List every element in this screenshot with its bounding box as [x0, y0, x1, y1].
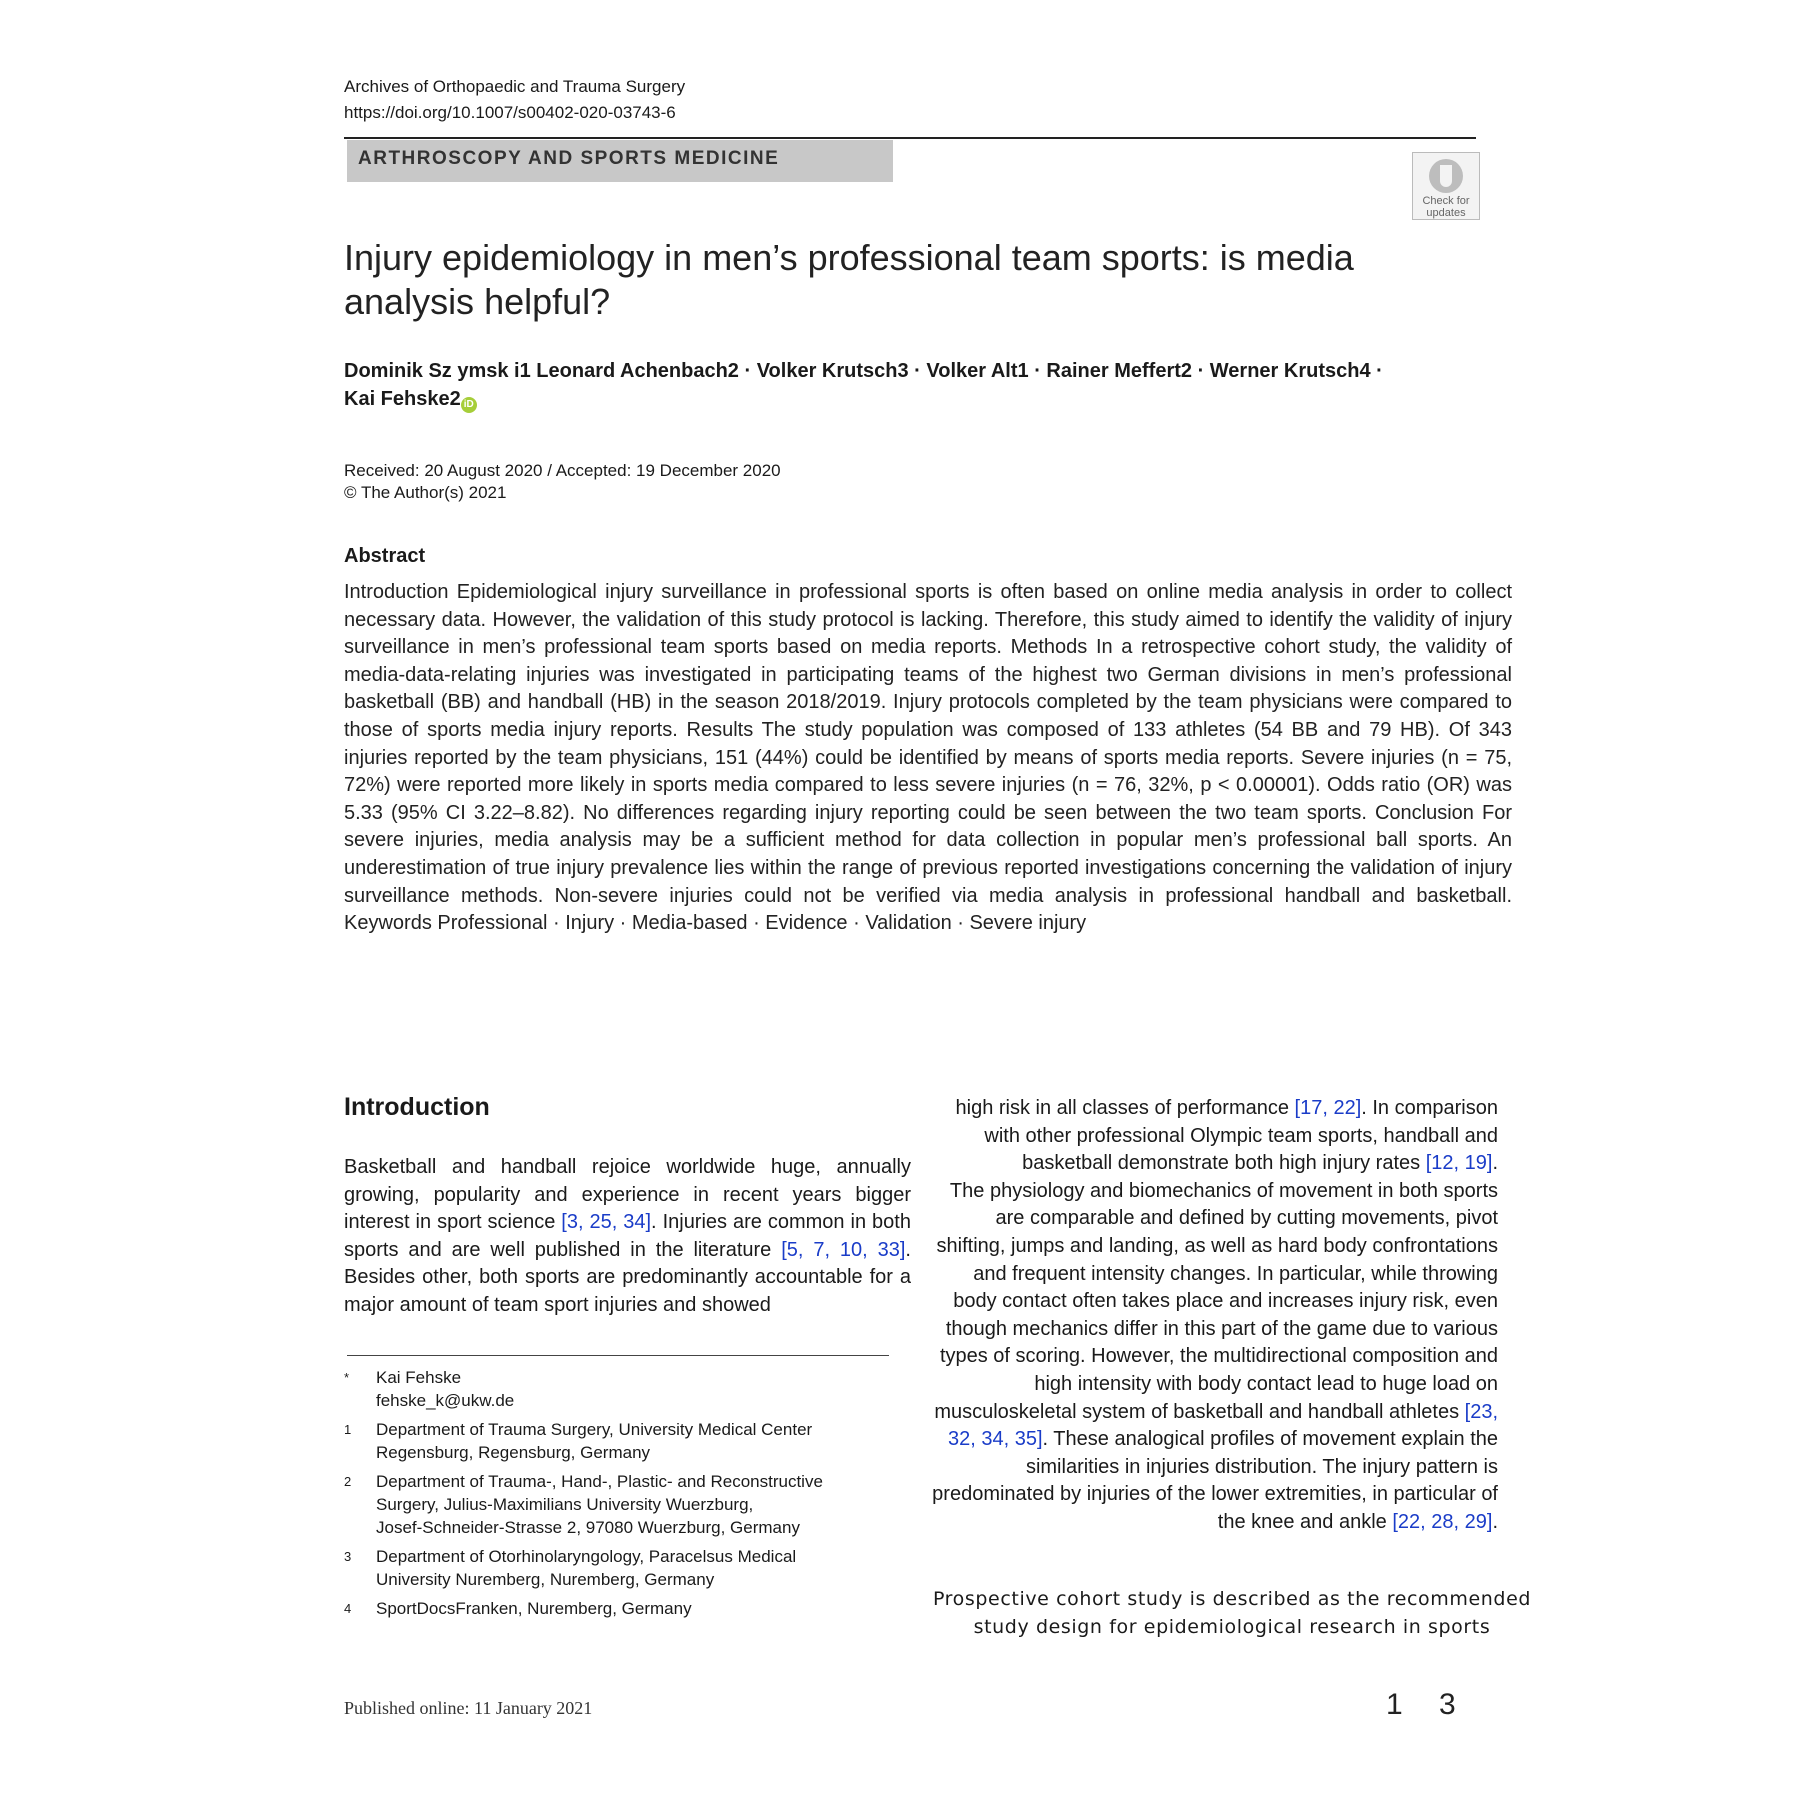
- footnote-affiliation-3: [344, 1545, 904, 1591]
- citation-link[interactable]: [22, 28, 29]: [1392, 1510, 1493, 1533]
- intro-right-text-b: . In comparison with other professional Olympic team sports, handball and basketball demonstrate both high injury rates: [984, 1097, 1498, 1175]
- published-online: Published online: 11 January 2021: [344, 1698, 593, 1718]
- intro-right-last-paragraph: Prospective cohort study is described as the recommended study design for epidemiological research in sports: [932, 1588, 1532, 1638]
- footnote-affiliation-1: [344, 1418, 904, 1464]
- check-for-updates-badge[interactable]: [1412, 152, 1480, 220]
- footnote-line: Department of Trauma-, Hand-, Plastic- and Reconstructive: [376, 1472, 823, 1491]
- author-line-2: Kai Fehske2: [344, 388, 461, 410]
- badge-line-2: updates: [1426, 207, 1466, 219]
- article-dates: [344, 460, 781, 504]
- bookmark-icon: [1429, 159, 1463, 193]
- abstract-heading: Abstract: [344, 545, 426, 567]
- introduction-heading: Introduction: [344, 1093, 490, 1121]
- intro-right-column: high risk in all classes of performance [17, 22]. In comparison with other professional Olympic team sports, handball and basketball demonstrate both high injury rates [12, 19]. The physiology and biomechanics of movement in both sports are comparable and defined by cutting movements, pivot shifting, jumps and landing, as well as hard body confrontations and frequent intensity changes. In particular, while throwing body contact often takes place and increases injury risk, even though mechanics differ in this part of the game due to various types of scoring. However, the multidirectional composition and high intensity with body contact lead to huge load on musculoskeletal system of basketball and handball athletes [23, 32, 34, 35]. These analogical profiles of movement explain the similarities in injuries distribution. The injury pattern is predominated by injuries of the lower extremities, in particular of the knee and ankle [22, 28, 29].: [932, 1097, 1498, 1533]
- footnote-mark: 2: [344, 1474, 352, 1489]
- citation-link[interactable]: [23, 32, 34, 35]: [948, 1400, 1498, 1451]
- article-title: Injury epidemiology in men’s professional team sports: is media analysis helpful?: [344, 237, 1354, 322]
- citation-link[interactable]: [3, 25, 34]: [561, 1211, 652, 1234]
- intro-right-text-d: . These analogical profiles of movement explain the similarities in injuries distribution. The injury pattern is predominated by injuries of the lower extremities, in particular of the knee and ankle: [932, 1428, 1498, 1533]
- header-rule: [344, 137, 1476, 139]
- intro-right-text-c: The physiology and biomechanics of movement in both sports are comparable and defined by cutting movements, pivot shifting, jumps and landing, as well as hard body confrontations and frequent intensity changes. In particular, while throwing body contact often takes place and increases injury risk, even though mechanics differ in this part of the game due to various types of scoring. However, the multidirectional composition and high intensity with body contact lead to huge load on musculoskeletal system of basketball and handball athletes: [934, 1179, 1498, 1423]
- footnote-line: Regensburg, Regensburg, Germany: [376, 1443, 651, 1462]
- intro-text-1: Basketball and handball rejoice worldwide huge, annually growing, popularity and experience in recent years bigger interest in sport science: [344, 1156, 911, 1234]
- abstract-text: Introduction Epidemiological injury surveillance in professional sports is often based on online media analysis in order to collect necessary data. However, the validation of this study protocol is lacking. Therefore, this study aimed to identify the validity of injury surveillance in men’s professional team sports based on media reports. Methods In a retrospective cohort study, the validity of media-data-relating injuries was investigated in participating teams of the highest two German divisions in men’s professional basketball (BB) and handball (HB) in the season 2018/2019. Injury protocols completed by the team physicians were compared to those of sports media injury reports. Results The study population was composed of 133 athletes (54 BB and 79 HB). Of 343 injuries reported by the team physicians, 151 (44%) could be identified by means of sports media reports. Severe injuries (n = 75, 72%) were reported more likely in sports media compared to less severe injuries (n = 76, 32%, p < 0.00001). Odds ratio (OR) was 5.33 (95% CI 3.22–8.82). No differences regarding injury reporting could be seen between the two team sports. Conclusion For severe injuries, media analysis may be a sufficient method for data collection in popular men’s professional ball sports. An underestimation of true injury prevalence lies within the range of previous reported investigations concerning the validation of injury surveillance methods. Non-severe injuries could not be verified via media analysis in professional handball and basketball. Keywords Professional · Injury · Media-based · Evidence · Validation · Severe injury: [344, 581, 1512, 935]
- affiliation-footnotes: [344, 1366, 904, 1626]
- intro-text-3: . Besides other, both sports are predominantly accountable for a major amount of team sport injuries and showed: [344, 1238, 911, 1316]
- footnote-mark: 4: [344, 1601, 352, 1616]
- footnote-line: SportDocsFranken, Nuremberg, Germany: [376, 1599, 692, 1618]
- footnote-line: Department of Trauma Surgery, University Medical Center: [376, 1420, 813, 1439]
- footnote-line: Kai Fehske: [376, 1368, 462, 1387]
- footnote-line: Josef-Schneider-Strasse 2, 97080 Wuerzburg, Germany: [376, 1518, 800, 1537]
- email-link[interactable]: fehske_k@ukw.de: [376, 1391, 515, 1410]
- citation-link[interactable]: [12, 19]: [1425, 1152, 1493, 1175]
- journal-name: Archives of Orthopaedic and Trauma Surgery: [344, 77, 686, 96]
- footnote-mark: 1: [344, 1422, 352, 1437]
- citation-link[interactable]: [17, 22]: [1294, 1097, 1362, 1119]
- copyright: © The Author(s) 2021: [344, 483, 507, 502]
- author-list: [344, 357, 1444, 413]
- orcid-icon[interactable]: iD: [461, 397, 477, 413]
- footnote-mark: 3: [344, 1549, 352, 1564]
- received-accepted: Received: 20 August 2020 / Accepted: 19 December 2020: [344, 461, 781, 480]
- footnote-line: Surgery, Julius-Maximilians University Wuerzburg,: [376, 1495, 754, 1514]
- badge-line-1: Check for: [1422, 195, 1470, 207]
- intro-text-2: . Injuries are common in both sports and are well published in the literature: [344, 1211, 911, 1261]
- doi-link[interactable]: https://doi.org/10.1007/s00402-020-03743-6: [344, 103, 676, 122]
- footnote-line: Department of Otorhinolaryngology, Paracelsus Medical: [376, 1547, 797, 1566]
- citation-link[interactable]: [5, 7, 10, 33]: [781, 1238, 906, 1261]
- author-line-1: Dominik Sz ymsk i1 Leonard Achenbach2 · Volker Krutsch3 · Volker Alt1 · Rainer Meffert2 · Werner Krutsch4 ·: [344, 360, 1383, 382]
- footnote-mark: *: [344, 1370, 350, 1385]
- footnote-affiliation-4: [344, 1597, 904, 1620]
- intro-right-text-a: high risk in all classes of performance: [955, 1097, 1289, 1119]
- footnote-corresponding: [344, 1366, 904, 1412]
- section-label: ARTHROSCOPY AND SPORTS MEDICINE: [358, 148, 780, 169]
- intro-left-column: [344, 1154, 911, 1320]
- footnote-rule: [347, 1355, 889, 1356]
- footnote-line: University Nuremberg, Nuremberg, Germany: [376, 1570, 715, 1589]
- springer-page-marker: 1 3: [1386, 1688, 1470, 1721]
- footnote-affiliation-2: [344, 1470, 904, 1539]
- journal-header: [344, 74, 685, 126]
